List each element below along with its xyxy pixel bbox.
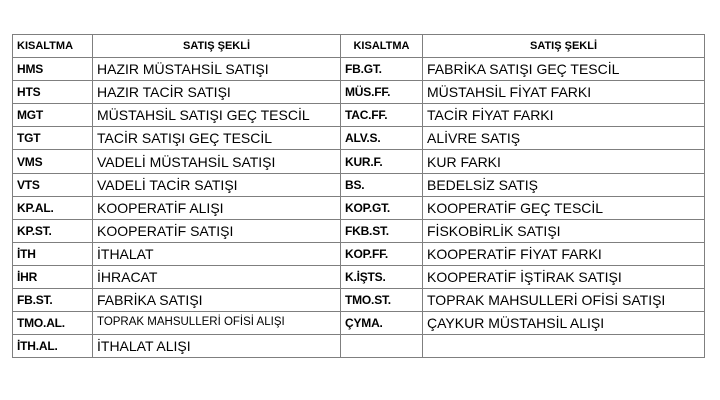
table-row [13,265,705,288]
sale-type-cell: FİSKOBİRLİK SATIŞI [423,219,705,242]
abbreviation-cell: K.İŞTS. [341,265,423,288]
abbreviation-cell: İTH [13,242,93,265]
abbreviation-cell: TMO.ST. [341,289,423,312]
sale-type-cell: ÇAYKUR MÜSTAHSİL ALIŞI [423,312,705,335]
abbreviation-cell: FKB.ST. [341,219,423,242]
abbreviation-cell: TAC.FF. [341,104,423,127]
sale-type-cell: KOOPERATİF İŞTİRAK SATIŞI [423,265,705,288]
table-row [13,312,705,335]
sale-type-cell: BEDELSİZ SATIŞ [423,173,705,196]
sale-type-cell: HAZIR MÜSTAHSİL SATIŞI [93,58,341,81]
abbreviation-cell: KP.AL. [13,196,93,219]
header-abbreviation-right: KISALTMA [341,35,423,58]
sale-type-cell: ALİVRE SATIŞ [423,127,705,150]
sale-type-cell: İTHALAT [93,242,341,265]
header-abbreviation-left: KISALTMA [13,35,93,58]
table-row [13,242,705,265]
sale-type-cell: KOOPERATİF FİYAT FARKI [423,242,705,265]
sale-type-cell: TACİR SATIŞI GEÇ TESCİL [93,127,341,150]
sale-type-cell: FABRİKA SATIŞI [93,289,341,312]
abbreviation-cell: BS. [341,173,423,196]
sale-type-cell: KOOPERATİF GEÇ TESCİL [423,196,705,219]
abbreviation-cell: VTS [13,173,93,196]
table-row [13,335,705,358]
abbreviation-cell: TMO.AL. [13,312,93,335]
abbreviation-cell: TGT [13,127,93,150]
abbreviation-cell: HTS [13,81,93,104]
table-row [13,58,705,81]
abbreviation-cell: KP.ST. [13,219,93,242]
abbreviation-cell: KOP.FF. [341,242,423,265]
abbreviation-cell: HMS [13,58,93,81]
sale-type-cell-empty [423,335,705,358]
table-header-row [13,35,705,58]
table-row [13,196,705,219]
sale-type-cell: VADELİ MÜSTAHSİL SATIŞI [93,150,341,173]
abbreviation-cell: VMS [13,150,93,173]
sale-type-cell: İHRACAT [93,265,341,288]
sale-type-cell: KUR FARKI [423,150,705,173]
abbreviation-cell: KOP.GT. [341,196,423,219]
table-row [13,150,705,173]
abbreviation-cell: MÜS.FF. [341,81,423,104]
sale-type-cell: TOPRAK MAHSULLERİ OFİSİ SATIŞI [423,289,705,312]
sale-type-cell: KOOPERATİF SATIŞI [93,219,341,242]
abbreviation-cell: FB.ST. [13,289,93,312]
sale-type-cell: VADELİ TACİR SATIŞI [93,173,341,196]
abbreviation-cell: İHR [13,265,93,288]
sale-type-cell: FABRİKA SATIŞI GEÇ TESCİL [423,58,705,81]
table-row [13,127,705,150]
abbreviation-cell: MGT [13,104,93,127]
table-row [13,104,705,127]
abbreviation-cell: ALV.S. [341,127,423,150]
header-sale-type-left: SATIŞ ŞEKLİ [93,35,341,58]
sale-type-cell: TACİR FİYAT FARKI [423,104,705,127]
abbreviation-cell-empty [341,335,423,358]
sale-type-cell: MÜSTAHSİL FİYAT FARKI [423,81,705,104]
sale-type-cell: KOOPERATİF ALIŞI [93,196,341,219]
table-row [13,219,705,242]
abbreviation-cell: ÇYMA. [341,312,423,335]
sale-type-cell: TOPRAK MAHSULLERİ OFİSİ ALIŞI [93,312,341,335]
header-sale-type-right: SATIŞ ŞEKLİ [423,35,705,58]
abbreviation-cell: FB.GT. [341,58,423,81]
sale-type-cell: İTHALAT ALIŞI [93,335,341,358]
abbreviation-cell: KUR.F. [341,150,423,173]
table-row [13,81,705,104]
abbreviation-cell: İTH.AL. [13,335,93,358]
table-row [13,173,705,196]
sale-type-cell: MÜSTAHSİL SATIŞI GEÇ TESCİL [93,104,341,127]
table-row [13,289,705,312]
abbreviation-table [12,34,705,358]
sale-type-cell: HAZIR TACİR SATIŞI [93,81,341,104]
